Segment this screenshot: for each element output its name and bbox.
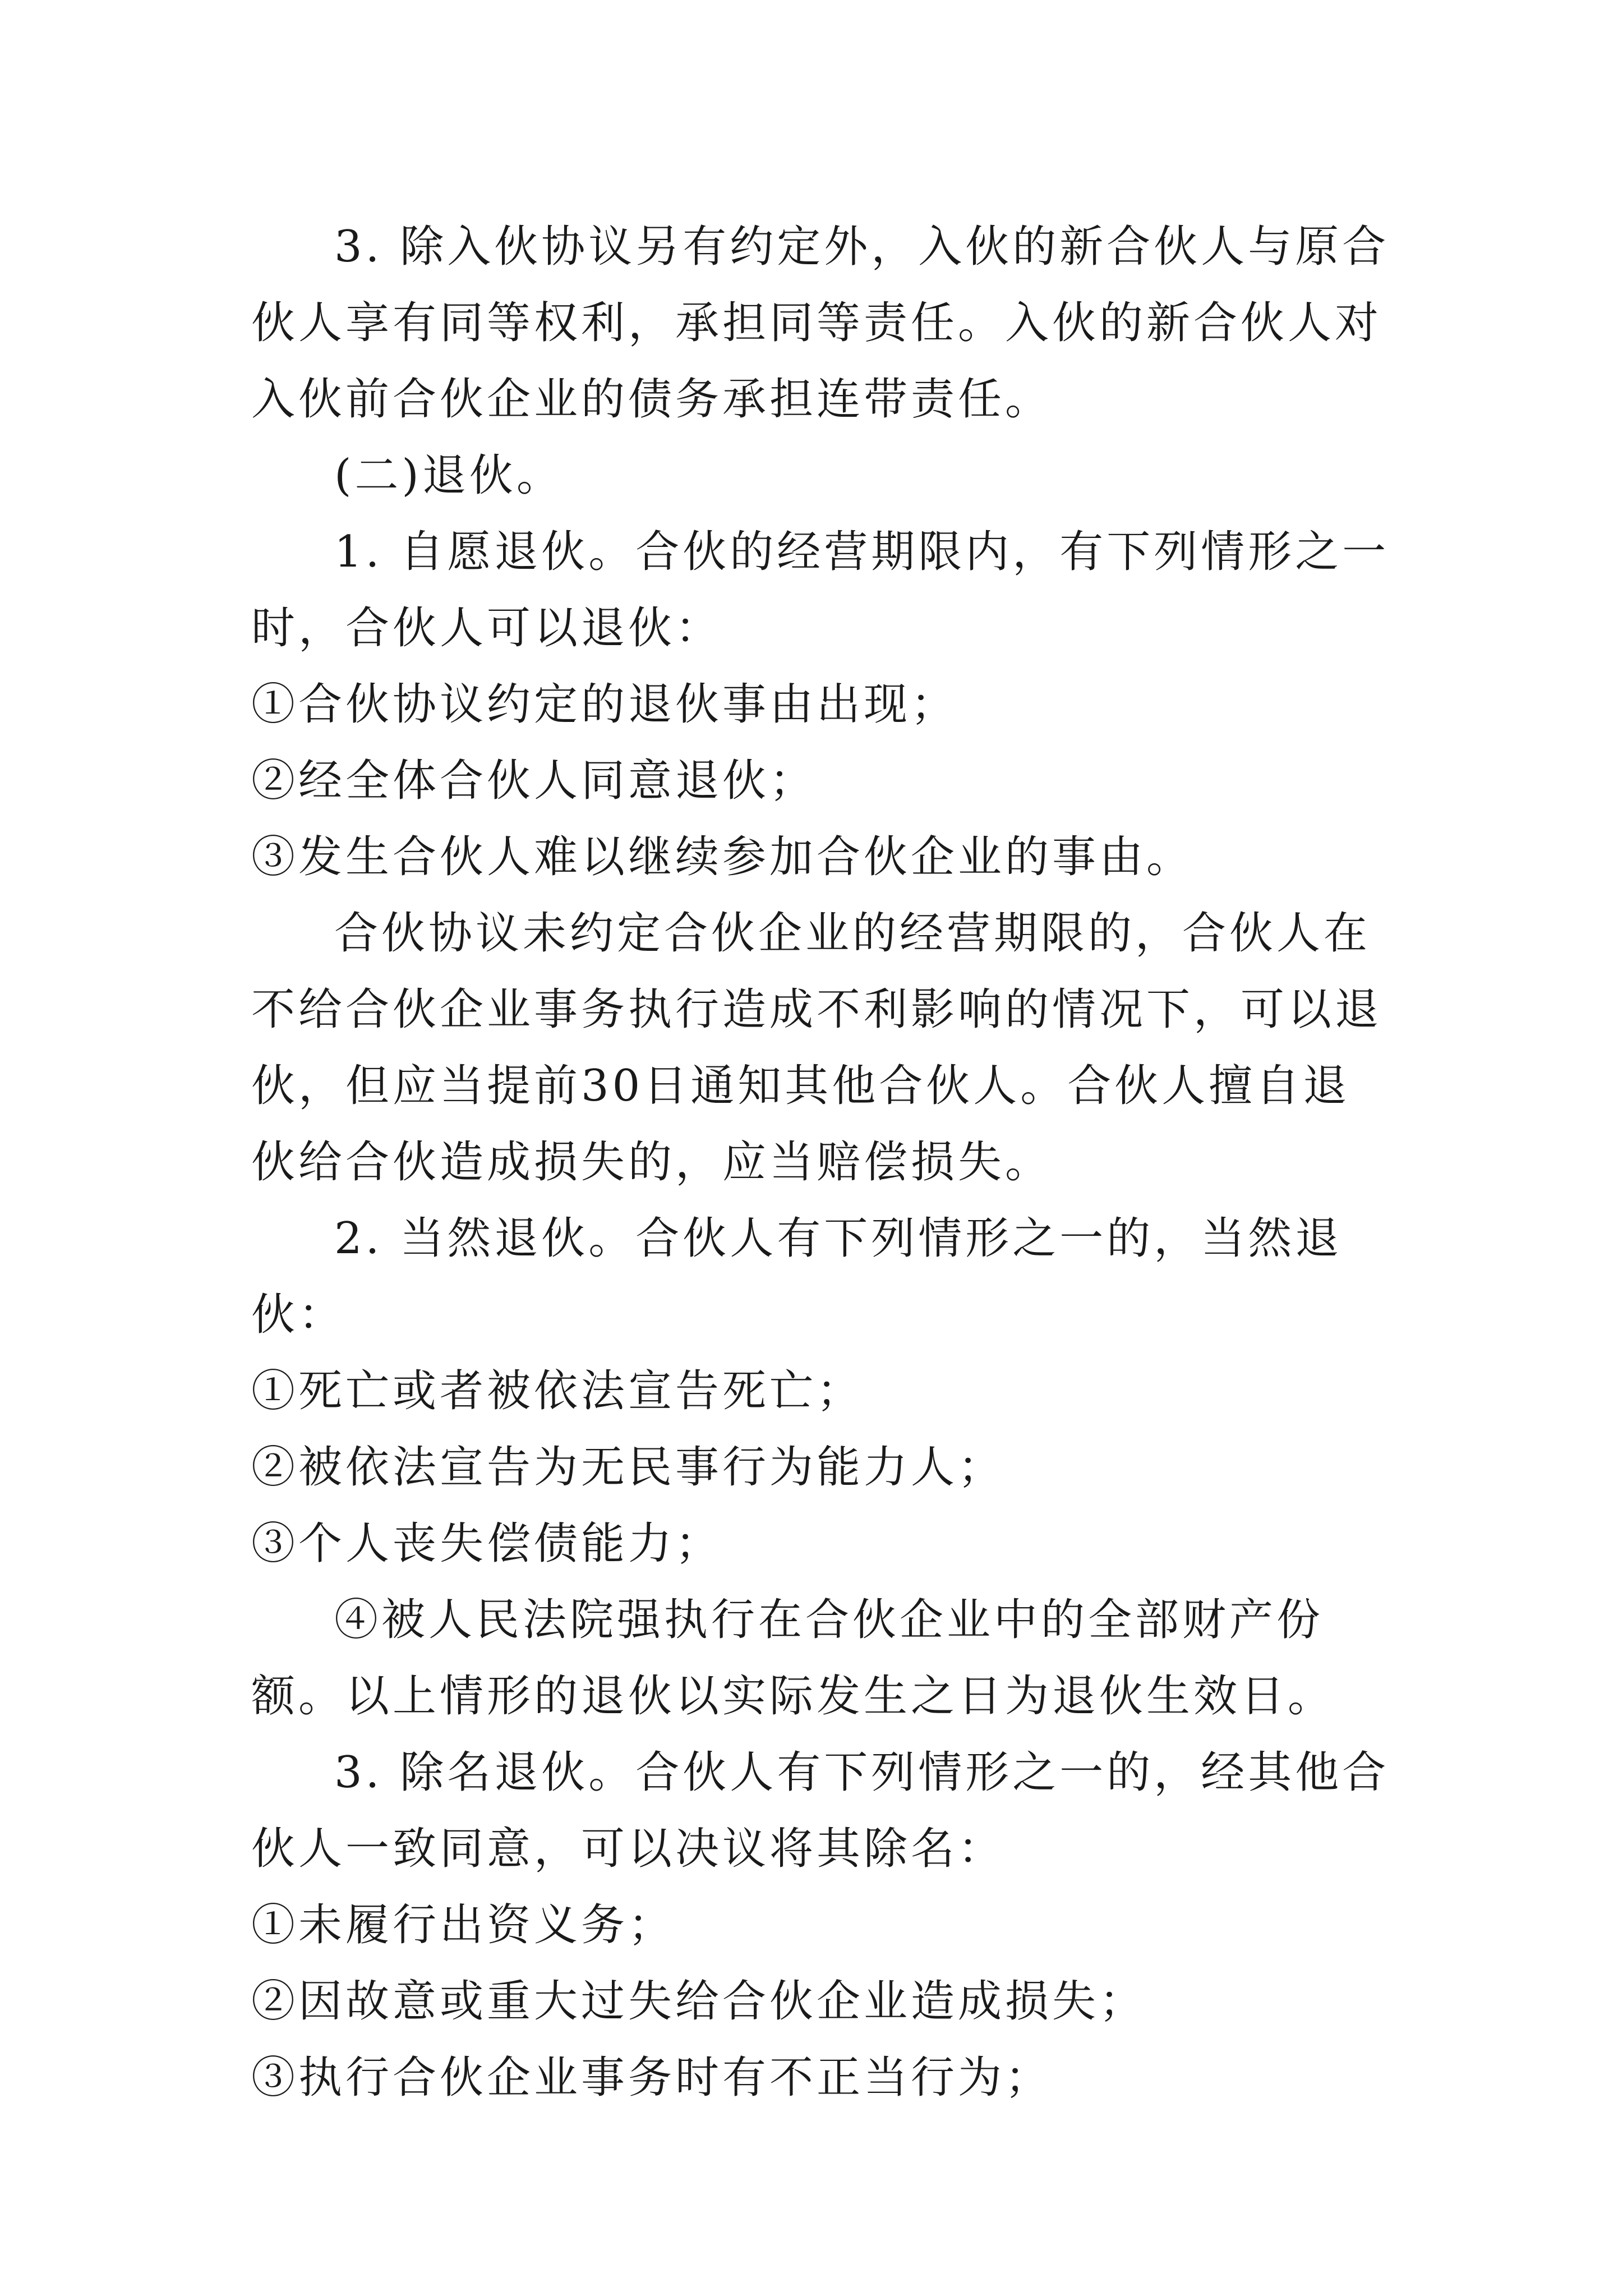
paragraph-automatic-withdrawal: 2. 当然退伙。合伙人有下列情形之一的，当然退伙： — [251, 1213, 1343, 1340]
list-item: ①死亡或者被依法宣告死亡； — [251, 1366, 864, 1416]
list-item: ②因故意或重大过失给合伙企业造成损失； — [251, 1976, 1147, 2027]
list-item: ③个人丧失偿债能力； — [251, 1519, 723, 1569]
paragraph-voluntary-withdrawal: 1. 自愿退伙。合伙的经营期限内，有下列情形之一时，合伙人可以退伙： — [251, 527, 1390, 654]
list-item: ①未履行出资义务； — [251, 1900, 676, 1950]
section-heading-withdrawal: (二)退伙。 — [334, 450, 564, 501]
paragraph-expulsion-withdrawal: 3. 除名退伙。合伙人有下列情形之一的，经其他合伙人一致同意，可以决议将其除名： — [251, 1747, 1390, 1874]
list-item: ④被人民法院强执行在合伙企业中的全部财产份额。以上情形的退伙以实际发生之日为退伙生效日。 — [251, 1595, 1335, 1722]
paragraph-no-term-withdrawal: 合伙协议未约定合伙企业的经营期限的，合伙人在不给合伙企业事务执行造成不利影响的情况下，可以退伙，但应当提前30日通知其他合伙人。合伙人擅自退伙给合伙造成损失的，应当赔偿损失。 — [251, 908, 1382, 1188]
list-item: ③发生合伙人难以继续参加合伙企业的事由。 — [251, 832, 1194, 882]
list-item: ③执行合伙企业事务时有不正当行为； — [251, 2053, 1053, 2103]
paragraph-admission-rights: 3. 除入伙协议另有约定外，入伙的新合伙人与原合伙人享有同等权利，承担同等责任。入伙的新合伙人对入伙前合伙企业的债务承担连带责任。 — [251, 222, 1390, 425]
list-item: ②被依法宣告为无民事行为能力人； — [251, 1442, 1006, 1493]
document-body — [251, 209, 1390, 2116]
list-item: ①合伙协议约定的退伙事由出现； — [251, 679, 958, 730]
list-item: ②经全体合伙人同意退伙； — [251, 756, 817, 806]
